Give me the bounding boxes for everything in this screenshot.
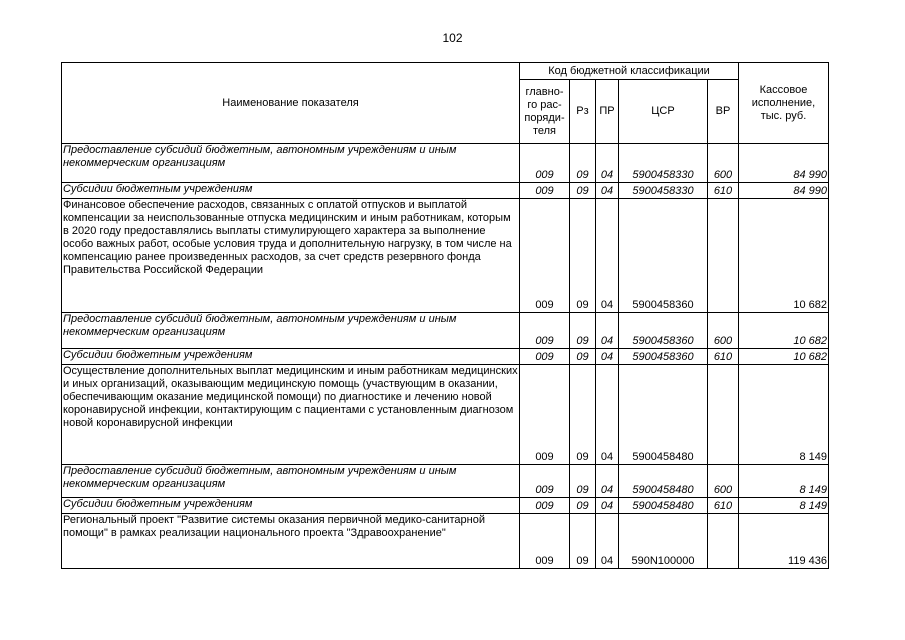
row-rz: 09 — [570, 465, 596, 498]
row-pr: 04 — [596, 498, 619, 514]
row-csr: 5900458360 — [619, 199, 708, 313]
row-amount: 119 436 — [739, 514, 829, 569]
header-csr: ЦСР — [619, 80, 708, 144]
row-glav: 009 — [520, 498, 570, 514]
row-glav: 009 — [520, 144, 570, 183]
row-vr: 610 — [708, 183, 739, 199]
row-amount: 8 149 — [739, 365, 829, 465]
row-amount: 84 990 — [739, 144, 829, 183]
row-amount: 10 682 — [739, 349, 829, 365]
table-row — [62, 199, 829, 313]
header-pr: ПР — [596, 80, 619, 144]
row-name: Субсидии бюджетным учреждениям — [62, 349, 520, 365]
row-name: Субсидии бюджетным учреждениям — [62, 498, 520, 514]
row-csr: 5900458480 — [619, 465, 708, 498]
row-rz: 09 — [570, 365, 596, 465]
row-csr: 5900458330 — [619, 183, 708, 199]
row-amount: 8 149 — [739, 498, 829, 514]
row-glav: 009 — [520, 465, 570, 498]
row-vr — [708, 514, 739, 569]
row-rz: 09 — [570, 183, 596, 199]
header-name: Наименование показателя — [62, 63, 520, 144]
row-rz: 09 — [570, 144, 596, 183]
row-vr — [708, 199, 739, 313]
row-vr: 600 — [708, 144, 739, 183]
header-code-group: Код бюджетной классификации — [520, 63, 739, 80]
row-glav: 009 — [520, 514, 570, 569]
table-row — [62, 183, 829, 199]
row-name: Предоставление субсидий бюджетным, автономным учреждениям и иным некоммерческим организациям — [62, 313, 520, 349]
row-pr: 04 — [596, 313, 619, 349]
row-name: Региональный проект "Развитие системы оказания первичной медико-санитарной помощи" в рамках реализации национального проекта "Здравоохранение" — [62, 514, 520, 569]
row-pr: 04 — [596, 144, 619, 183]
budget-table — [61, 62, 829, 569]
header-amount: Кассовое исполнение, тыс. руб. — [739, 63, 829, 144]
row-rz: 09 — [570, 199, 596, 313]
row-rz: 09 — [570, 313, 596, 349]
header-rz: Рз — [570, 80, 596, 144]
row-amount: 10 682 — [739, 313, 829, 349]
row-name: Предоставление субсидий бюджетным, автономным учреждениям и иным некоммерческим организациям — [62, 144, 520, 183]
table-row — [62, 144, 829, 183]
row-rz: 09 — [570, 349, 596, 365]
row-rz: 09 — [570, 498, 596, 514]
page-number: 102 — [442, 31, 463, 45]
row-vr: 610 — [708, 349, 739, 365]
row-rz: 09 — [570, 514, 596, 569]
row-csr: 5900458360 — [619, 349, 708, 365]
table-row — [62, 349, 829, 365]
row-csr: 5900458330 — [619, 144, 708, 183]
row-name: Субсидии бюджетным учреждениям — [62, 183, 520, 199]
row-glav: 009 — [520, 365, 570, 465]
table-row — [62, 313, 829, 349]
row-amount: 10 682 — [739, 199, 829, 313]
row-glav: 009 — [520, 199, 570, 313]
table-row — [62, 365, 829, 465]
row-csr: 5900458480 — [619, 365, 708, 465]
row-pr: 04 — [596, 199, 619, 313]
row-csr: 5900458360 — [619, 313, 708, 349]
row-csr: 590N100000 — [619, 514, 708, 569]
row-pr: 04 — [596, 349, 619, 365]
row-name: Финансовое обеспечение расходов, связанных с оплатой отпусков и выплатой компенсации за неиспользованные отпуска медицинским и иным работникам, которым в 2020 году предоставлялись выплаты стимулирующего характера за выполнение особо важных работ, особые условия труда и дополнительную нагрузку, в том числе на компенсацию ранее произведенных расходов, за счет средств резервного фонда Правительства Российской Федерации — [62, 199, 520, 313]
row-vr: 600 — [708, 465, 739, 498]
row-vr — [708, 365, 739, 465]
row-pr: 04 — [596, 365, 619, 465]
row-glav: 009 — [520, 313, 570, 349]
table-row — [62, 465, 829, 498]
row-name: Предоставление субсидий бюджетным, автономным учреждениям и иным некоммерческим организациям — [62, 465, 520, 498]
row-pr: 04 — [596, 514, 619, 569]
header-glav: главно-го рас-поряди-теля — [520, 80, 570, 144]
row-vr: 600 — [708, 313, 739, 349]
row-glav: 009 — [520, 183, 570, 199]
row-pr: 04 — [596, 183, 619, 199]
table-row — [62, 514, 829, 569]
row-vr: 610 — [708, 498, 739, 514]
row-pr: 04 — [596, 465, 619, 498]
table-row — [62, 498, 829, 514]
row-amount: 8 149 — [739, 465, 829, 498]
row-amount: 84 990 — [739, 183, 829, 199]
row-csr: 5900458480 — [619, 498, 708, 514]
row-glav: 009 — [520, 349, 570, 365]
row-name: Осуществление дополнительных выплат медицинским и иным работникам медицинских и иных организаций, оказывающим медицинскую помощь (участвующим в оказании, обеспечивающим оказание медицинской помощи) по диагностике и лечению новой коронавирусной инфекции, контактирующим с пациентами с установленным диагнозом новой коронавирусной инфекции — [62, 365, 520, 465]
header-vr: ВР — [708, 80, 739, 144]
